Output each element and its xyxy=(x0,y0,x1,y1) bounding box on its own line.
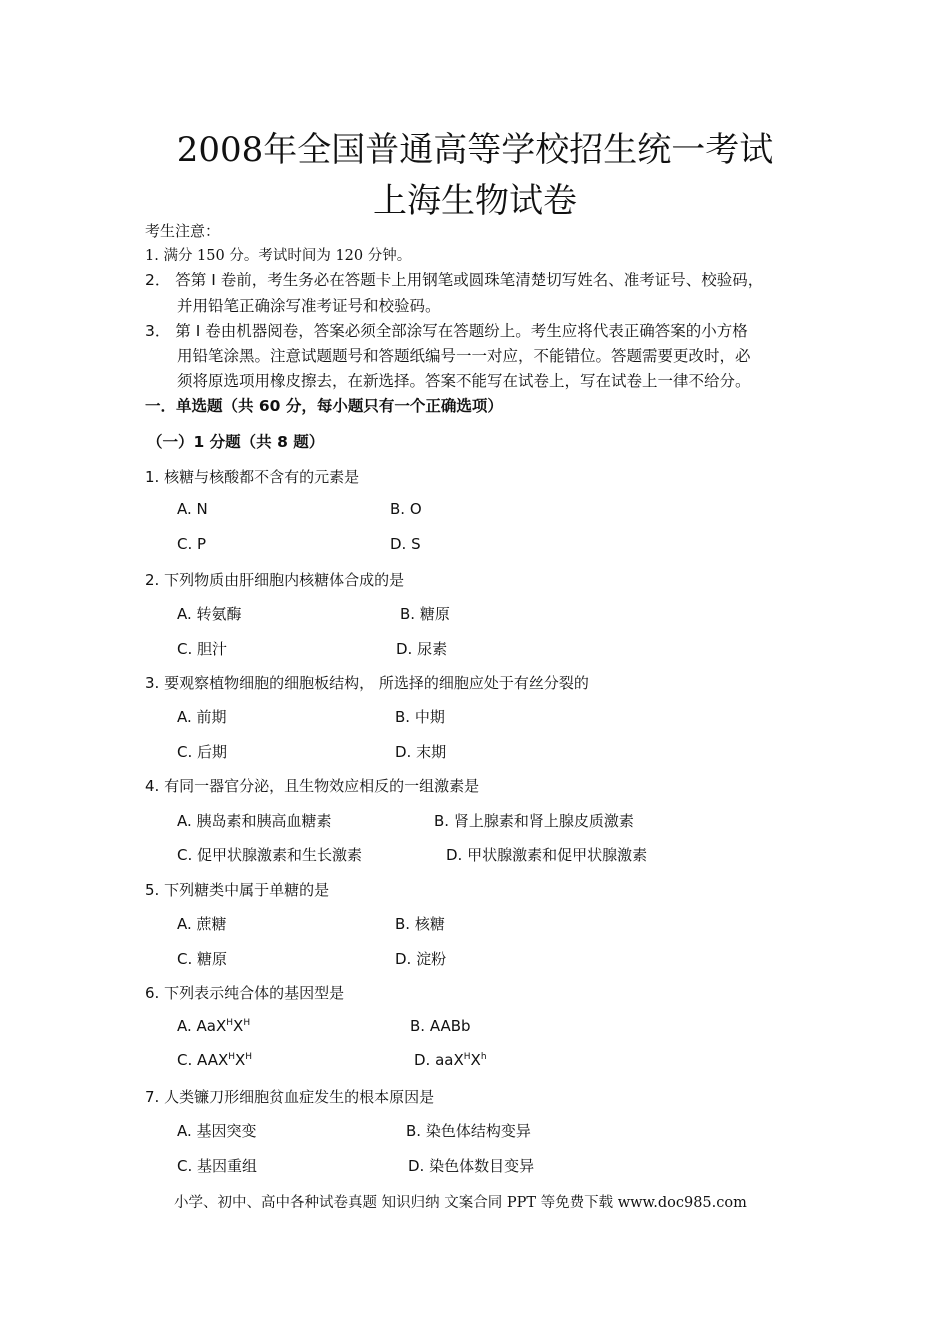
question-7-option-b: B. 染色体结构变异 xyxy=(406,1122,531,1140)
question-1-option-b: B. O xyxy=(390,500,422,518)
question-7-option-c: C. 基因重组 xyxy=(177,1157,258,1175)
question-4-option-a: A. 胰岛素和胰高血糖素 xyxy=(177,812,332,830)
question-2-option-b: B. 糖原 xyxy=(400,605,450,623)
question-6-option-d: D. $aaX^HX^h$ xyxy=(414,1051,487,1069)
notice-item-3-cont: 用铅笔涂黑。注意试题题号和答题纸编号一一对应，不能错位。答题需要更改时，必 xyxy=(177,347,751,365)
question-7-option-d: D. 染色体数目变异 xyxy=(408,1157,535,1175)
question-5-stem: 5. 下列糖类中属于单糖的是 xyxy=(145,881,330,899)
section-heading: 一．单选题（共 60 分，每小题只有一个正确选项） xyxy=(145,397,503,415)
question-6-option-c: C. $AAX^HX^H$ xyxy=(177,1051,253,1069)
notice-item-3: 3． 第 I 卷由机器阅卷，答案必须全部涂写在答题纷上。考生应将代表正确答案的小方格 xyxy=(145,322,748,340)
exam-title: 2008年全国普通高等学校招生统一考试 xyxy=(176,130,774,170)
question-3-option-d: D. 末期 xyxy=(395,743,447,761)
question-1-option-a: A. N xyxy=(177,500,208,518)
question-4-stem: 4. 有同一器官分泌，且生物效应相反的一组激素是 xyxy=(145,777,480,795)
exam-subtitle: 上海生物试卷 xyxy=(373,181,577,221)
question-2-stem: 2. 下列物质由肝细胞内核糖体合成的是 xyxy=(145,571,405,589)
question-1-stem: 1. 核糖与核酸都不含有的元素是 xyxy=(145,468,360,486)
notice-item-2: 2． 答第 I 卷前，考生务必在答题卡上用钢笔或圆珠笔清楚切写姓名、准考证号、校验码， xyxy=(145,271,764,289)
question-3-stem: 3. 要观察植物细胞的细胞板结构， 所选择的细胞应处于有丝分裂的 xyxy=(145,674,589,692)
question-1-option-c: C. P xyxy=(177,535,207,553)
question-3-option-c: C. 后期 xyxy=(177,743,228,761)
question-5-option-c: C. 糖原 xyxy=(177,950,228,968)
question-6-stem: 6. 下列表示纯合体的基因型是 xyxy=(145,984,345,1002)
question-7-stem: 7. 人类镰刀形细胞贫血症发生的根本原因是 xyxy=(145,1088,435,1106)
question-2-option-d: D. 尿素 xyxy=(396,640,448,658)
question-4-option-b: B. 肾上腺素和肾上腺皮质激素 xyxy=(434,812,634,830)
question-2-option-a: A. 转氨酶 xyxy=(177,605,242,623)
notice-item-3-cont2: 须将原选项用橡皮擦去，在新选择。答案不能写在试卷上，写在试卷上一律不给分。 xyxy=(177,372,751,390)
question-6-option-b: B. AABb xyxy=(410,1017,471,1035)
page-footer: 小学、初中、高中各种试卷真题 知识归纳 文案合同 PPT 等免费下载 www.doc985.com xyxy=(174,1195,747,1211)
notice-item-1: 1. 满分 150 分。考试时间为 120 分钟。 xyxy=(145,248,412,264)
question-3-option-b: B. 中期 xyxy=(395,708,445,726)
question-2-option-c: C. 胆汁 xyxy=(177,640,228,658)
question-5-option-b: B. 核糖 xyxy=(395,915,445,933)
notice-item-2-cont: 并用铅笔正确涂写准考证号和校验码。 xyxy=(177,297,441,315)
question-5-option-a: A. 蔗糖 xyxy=(177,915,227,933)
question-4-option-c: C. 促甲状腺激素和生长激素 xyxy=(177,846,363,864)
question-4-option-d: D. 甲状腺激素和促甲状腺激素 xyxy=(446,846,648,864)
question-6-option-a: A. $AaX^HX^H$ xyxy=(177,1017,251,1035)
question-7-option-a: A. 基因突变 xyxy=(177,1122,257,1140)
section-subheading: （一）1 分题（共 8 题） xyxy=(147,433,325,451)
notice-heading: 考生注意： xyxy=(145,222,221,240)
question-3-option-a: A. 前期 xyxy=(177,708,227,726)
question-5-option-d: D. 淀粉 xyxy=(395,950,447,968)
question-1-option-d: D. S xyxy=(390,535,421,553)
